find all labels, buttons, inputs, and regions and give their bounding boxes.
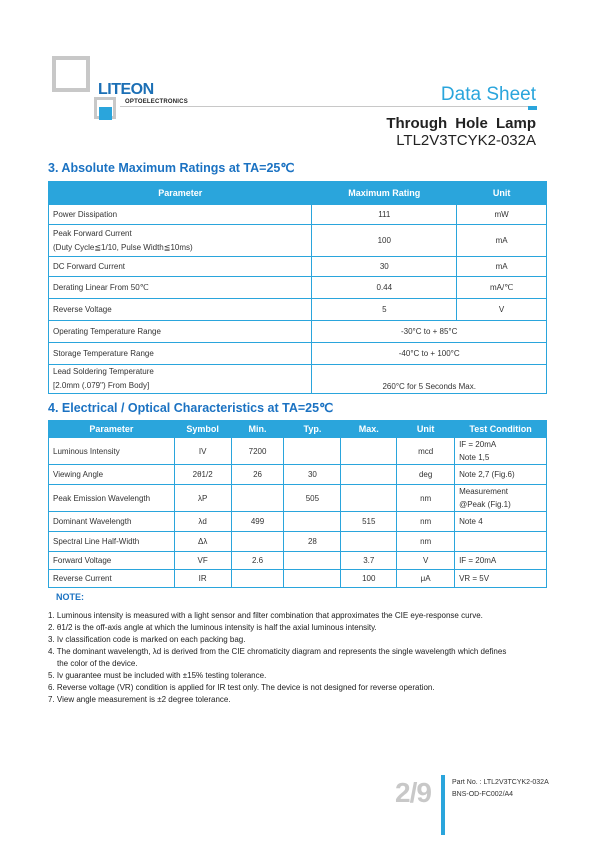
table-row: [49, 205, 547, 225]
symbol-cell: 2θ1/2: [174, 465, 231, 485]
header-parameter: Parameter: [49, 421, 175, 438]
max-cell: [341, 438, 397, 465]
param-cell: Dominant Wavelength: [49, 512, 175, 532]
param-cell: Viewing Angle: [49, 465, 175, 485]
table-row: [49, 570, 547, 588]
condition-line2: Note 1,5: [459, 453, 490, 462]
param-cell: Luminous Intensity: [49, 438, 175, 465]
section4-title: 4. Electrical / Optical Characteristics at TA=25℃: [48, 401, 334, 415]
param-cell: Storage Temperature Range: [49, 343, 312, 365]
param-line1: Lead Soldering Temperature: [53, 367, 154, 376]
logo-outline-square: [52, 56, 90, 92]
header-typ: Typ.: [284, 421, 341, 438]
param-cell: DC Forward Current: [49, 257, 312, 277]
rating-cell: -30°C to + 85°C: [312, 321, 547, 343]
param-cell: Forward Voltage: [49, 552, 175, 570]
rating-cell: 260°C for 5 Seconds Max.: [312, 365, 547, 394]
symbol-cell: Δλ: [174, 532, 231, 552]
param-cell: Operating Temperature Range: [49, 321, 312, 343]
note-item: 1. Luminous intensity is measured with a light sensor and filter combination that approximates the CIE eye-response curve.: [48, 611, 483, 620]
typ-cell: 30: [284, 465, 341, 485]
table-row: [49, 299, 547, 321]
note-item: 5. Iv guarantee must be included with ±15% testing tolerance.: [48, 671, 267, 680]
condition-cell: [455, 485, 547, 512]
unit-cell: nm: [397, 532, 455, 552]
rating-cell: 111: [312, 205, 457, 225]
typ-cell: [284, 438, 341, 465]
symbol-cell: λP: [174, 485, 231, 512]
header-max: Max.: [341, 421, 397, 438]
footer-part-number: Part No. : LTL2V3TCYK2-032A: [452, 779, 549, 786]
unit-cell: deg: [397, 465, 455, 485]
table-row: [49, 465, 547, 485]
min-cell: 7200: [231, 438, 284, 465]
table-row: [49, 225, 547, 257]
min-cell: 499: [231, 512, 284, 532]
unit-cell: mA: [457, 257, 547, 277]
rating-cell: 0.44: [312, 277, 457, 299]
min-cell: [231, 532, 284, 552]
header-parameter: Parameter: [49, 182, 312, 205]
max-cell: 3.7: [341, 552, 397, 570]
table-row: [49, 438, 547, 465]
notes-heading: NOTE:: [56, 592, 84, 602]
header-rule: [120, 106, 536, 107]
header-max-rating: Maximum Rating: [312, 182, 457, 205]
min-cell: 2.6: [231, 552, 284, 570]
condition-line1: IF = 20mA: [459, 440, 497, 449]
notes-list: [48, 610, 548, 706]
header-rule-accent: [528, 106, 537, 110]
param-cell: Power Dissipation: [49, 205, 312, 225]
brand-subtitle: OPTOELECTRONICS: [125, 99, 188, 105]
note-item-continued: the color of the device.: [57, 659, 138, 668]
note-item: 4. The dominant wavelength, λd is derived from the CIE chromaticity diagram and represents the single wavelength which defines: [48, 647, 507, 656]
brand-logo: LITEON: [98, 81, 154, 98]
rating-cell: -40°C to + 100°C: [312, 343, 547, 365]
page-number: 2/9: [395, 777, 431, 808]
note-item: 2. θ1/2 is the off-axis angle at which the luminous intensity is half the axial luminous intensity.: [48, 623, 377, 632]
min-cell: 26: [231, 465, 284, 485]
condition-line1: Note 2,7 (Fig.6): [459, 470, 515, 479]
header-unit: Unit: [457, 182, 547, 205]
max-cell: 515: [341, 512, 397, 532]
condition-cell: [455, 552, 547, 570]
footer-accent-bar: [441, 775, 445, 835]
rating-cell: 5: [312, 299, 457, 321]
logo-blue-square: [99, 107, 112, 120]
param-line2: [2.0mm (.079") From Body]: [53, 381, 150, 390]
symbol-cell: IR: [174, 570, 231, 588]
header-test-condition: Test Condition: [455, 421, 547, 438]
unit-cell: mA: [457, 225, 547, 257]
condition-cell: [455, 512, 547, 532]
param-cell: Reverse Voltage: [49, 299, 312, 321]
condition-cell: [455, 465, 547, 485]
param-cell: Derating Linear From 50℃: [49, 277, 312, 299]
footer-doc-number: BNS-OD-FC002/A4: [452, 791, 514, 798]
section3-title: 3. Absolute Maximum Ratings at TA=25℃: [48, 161, 295, 175]
typ-cell: 28: [284, 532, 341, 552]
typ-cell: [284, 552, 341, 570]
condition-line2: @Peak (Fig.1): [459, 500, 511, 509]
symbol-cell: IV: [174, 438, 231, 465]
typ-cell: [284, 512, 341, 532]
table-row: [49, 485, 547, 512]
rating-cell: 100: [312, 225, 457, 257]
doc-title: Data Sheet: [440, 84, 536, 105]
condition-cell: [455, 570, 547, 588]
table-row: [49, 257, 547, 277]
min-cell: [231, 485, 284, 512]
absolute-ratings-table: [48, 181, 547, 394]
note-item: 6. Reverse voltage (VR) condition is applied for IR test only. The device is not designed for reverse operation.: [48, 683, 435, 692]
symbol-cell: VF: [174, 552, 231, 570]
electrical-optical-table: [48, 420, 547, 588]
note-item: 3. Iv classification code is marked on each packing bag.: [48, 635, 246, 644]
condition-line1: Measurement: [459, 487, 508, 496]
symbol-cell: λd: [174, 512, 231, 532]
typ-cell: [284, 570, 341, 588]
param-line2: (Duty Cycle≦1/10, Pulse Width≦10ms): [53, 242, 193, 252]
condition-line1: IF = 20mA: [459, 556, 497, 565]
table-row: [49, 321, 547, 343]
table-row: [49, 277, 547, 299]
param-cell: Reverse Current: [49, 570, 175, 588]
table-row: [49, 343, 547, 365]
min-cell: [231, 570, 284, 588]
product-type: Through Hole Lamp: [386, 115, 536, 132]
unit-cell: mW: [457, 205, 547, 225]
table-row: [49, 512, 547, 532]
max-cell: 100: [341, 570, 397, 588]
param-cell: Spectral Line Half-Width: [49, 532, 175, 552]
max-cell: [341, 532, 397, 552]
note-item: 7. View angle measurement is ±2 degree tolerance.: [48, 695, 231, 704]
param-cell: [49, 225, 312, 257]
header-unit: Unit: [397, 421, 455, 438]
condition-line1: Note 4: [459, 517, 483, 526]
typ-cell: 505: [284, 485, 341, 512]
max-cell: [341, 485, 397, 512]
param-cell: Peak Emission Wavelength: [49, 485, 175, 512]
param-line1: Peak Forward Current: [53, 228, 132, 238]
part-number: LTL2V3TCYK2-032A: [396, 132, 536, 149]
header-min: Min.: [231, 421, 284, 438]
max-cell: [341, 465, 397, 485]
unit-cell: nm: [397, 512, 455, 532]
unit-cell: nm: [397, 485, 455, 512]
unit-cell: V: [397, 552, 455, 570]
table-row: [49, 552, 547, 570]
condition-cell: [455, 438, 547, 465]
table-row: [49, 532, 547, 552]
unit-cell: mA/℃: [457, 277, 547, 299]
unit-cell: V: [457, 299, 547, 321]
unit-cell: μA: [397, 570, 455, 588]
param-cell: [49, 365, 312, 394]
condition-cell: [455, 532, 547, 552]
condition-line1: VR = 5V: [459, 574, 490, 583]
rating-cell: 30: [312, 257, 457, 277]
unit-cell: mcd: [397, 438, 455, 465]
header-symbol: Symbol: [174, 421, 231, 438]
table-row: [49, 365, 547, 394]
